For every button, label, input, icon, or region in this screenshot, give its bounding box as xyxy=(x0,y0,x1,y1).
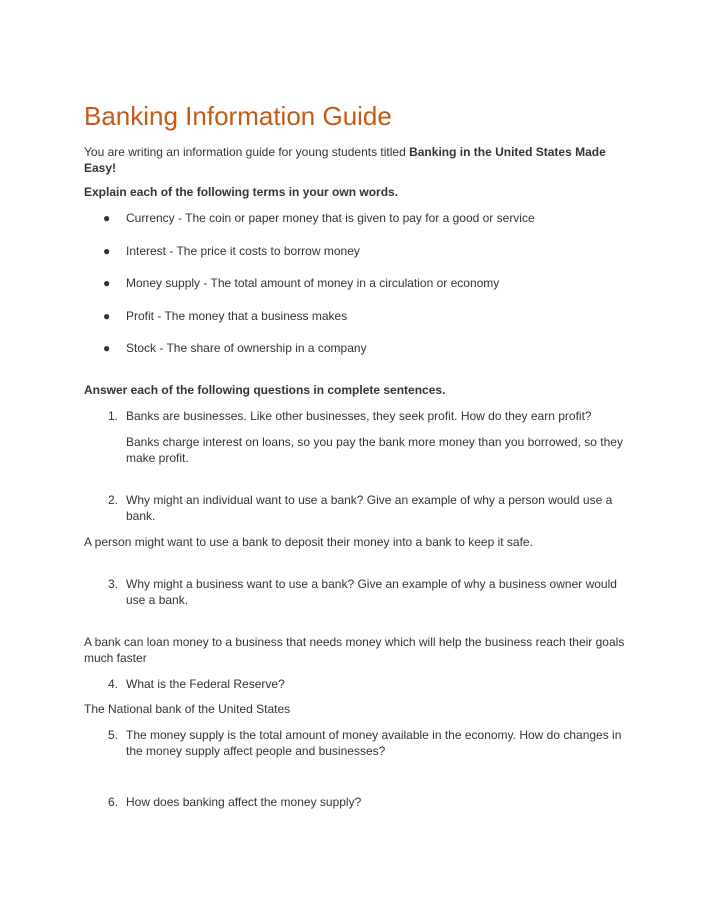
question-text: Banks are businesses. Like other businesses, they seek profit. How do they earn profit? xyxy=(126,409,592,423)
question-item xyxy=(84,408,632,424)
question-number: 5. xyxy=(107,728,118,742)
question-text: The money supply is the total amount of money available in the economy. How do changes in the money supply affect people and businesses? xyxy=(126,728,622,758)
question-text: Why might an individual want to use a bank? Give an example of why a person would use a bank. xyxy=(126,493,613,523)
terms-heading: Explain each of the following terms in your own words. xyxy=(84,185,399,199)
intro-paragraph xyxy=(84,144,632,176)
answer-text: A person might want to use a bank to deposit their money into a bank to keep it safe. xyxy=(84,535,533,549)
bullet-icon: ● xyxy=(103,341,111,355)
intro-text: You are writing an information guide for young students titled xyxy=(84,145,410,159)
answer-text: The National bank of the United States xyxy=(84,702,291,716)
answer-text: A bank can loan money to a business that needs money which will help the business reach their goals much faster xyxy=(84,635,625,665)
question-number: 2. xyxy=(107,493,118,507)
term-list-item xyxy=(84,243,632,259)
document-title: Banking Information Guide xyxy=(84,101,392,131)
guide-title: Banking in the United States Made Easy! xyxy=(84,145,606,175)
answer-text: Banks charge interest on loans, so you pay the bank more money than you borrowed, so they make profit. xyxy=(126,435,623,465)
term-text: Interest - The price it costs to borrow money xyxy=(126,244,360,258)
question-item xyxy=(84,576,632,608)
question-item xyxy=(84,727,632,759)
question-text: What is the Federal Reserve? xyxy=(126,677,285,691)
term-text: Profit - The money that a business makes xyxy=(126,309,348,323)
question-number: 4. xyxy=(107,677,118,691)
question-number: 3. xyxy=(107,577,118,591)
term-text: Money supply - The total amount of money in a circulation or economy xyxy=(126,276,500,290)
bullet-icon: ● xyxy=(103,276,111,290)
questions-heading: Answer each of the following questions in complete sentences. xyxy=(84,383,446,397)
bullet-icon: ● xyxy=(103,309,111,323)
bullet-icon: ● xyxy=(103,211,111,225)
question-item xyxy=(84,492,632,524)
question-item xyxy=(84,676,632,692)
term-text: Stock - The share of ownership in a company xyxy=(126,341,367,355)
term-list-item xyxy=(84,275,632,291)
question-item xyxy=(84,794,632,810)
term-list-item xyxy=(84,340,632,356)
question-text: How does banking affect the money supply? xyxy=(126,795,362,809)
term-list-item xyxy=(84,210,632,226)
term-text: Currency - The coin or paper money that is given to pay for a good or service xyxy=(126,211,535,225)
bullet-icon: ● xyxy=(103,244,111,258)
term-list-item xyxy=(84,308,632,324)
question-text: Why might a business want to use a bank? Give an example of why a business owner would use a bank. xyxy=(126,577,617,607)
question-number: 1. xyxy=(107,409,118,423)
question-number: 6. xyxy=(107,795,118,809)
